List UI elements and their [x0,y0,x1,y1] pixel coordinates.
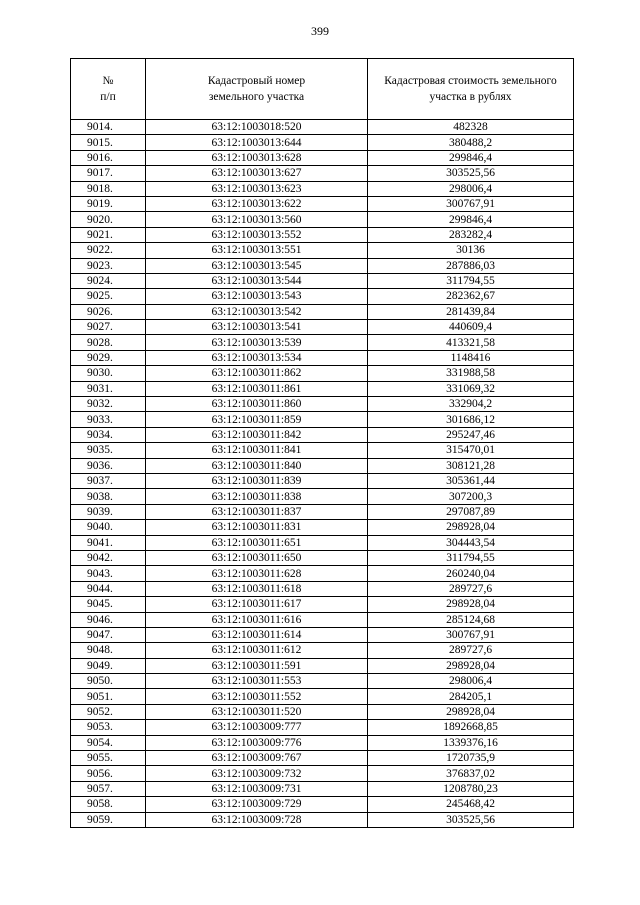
table-row [71,751,574,766]
table-row [71,120,574,135]
cadastral-number-cell: 63:12:1003009:729 [146,797,368,812]
table-row [71,427,574,442]
row-number-cell: 9022. [71,243,146,258]
table-row [71,443,574,458]
table-row [71,520,574,535]
cadastral-value-cell: 30136 [368,243,574,258]
cadastral-number-cell: 63:12:1003013:542 [146,304,368,319]
cadastral-number-cell: 63:12:1003013:534 [146,350,368,365]
table-row [71,812,574,827]
cadastral-number-cell: 63:12:1003013:627 [146,166,368,181]
header-row-number [71,59,146,120]
row-number-cell: 9050. [71,674,146,689]
row-number-cell: 9014. [71,120,146,135]
cadastral-number-cell: 63:12:1003011:651 [146,535,368,550]
table-row [71,335,574,350]
cadastral-value-cell: 289727,6 [368,581,574,596]
cadastral-value-cell: 285124,68 [368,612,574,627]
header-cadastral-value-line-1: Кадастровая стоимость земельного [384,75,557,87]
table-row [71,473,574,488]
row-number-cell: 9056. [71,766,146,781]
cadastral-number-cell: 63:12:1003013:644 [146,135,368,150]
cadastral-value-cell: 300767,91 [368,627,574,642]
table-row [71,258,574,273]
table-row [71,212,574,227]
cadastral-value-cell: 299846,4 [368,150,574,165]
row-number-cell: 9055. [71,751,146,766]
header-cadastral-value-line-2: участка в рублях [429,91,512,103]
table-row [71,150,574,165]
cadastral-number-cell: 63:12:1003011:841 [146,443,368,458]
cadastral-value-cell: 289727,6 [368,643,574,658]
row-number-cell: 9021. [71,227,146,242]
row-number-cell: 9051. [71,689,146,704]
cadastral-value-cell: 1720735,9 [368,751,574,766]
row-number-cell: 9030. [71,366,146,381]
table-row [71,704,574,719]
cadastral-number-cell: 63:12:1003013:622 [146,196,368,211]
table-row [71,535,574,550]
cadastral-value-cell: 298928,04 [368,704,574,719]
table-row [71,458,574,473]
cadastral-value-cell: 303525,56 [368,166,574,181]
cadastral-number-cell: 63:12:1003011:612 [146,643,368,658]
row-number-cell: 9028. [71,335,146,350]
cadastral-number-cell: 63:12:1003011:839 [146,473,368,488]
cadastral-number-cell: 63:12:1003011:859 [146,412,368,427]
row-number-cell: 9025. [71,289,146,304]
cadastral-value-cell: 297087,89 [368,504,574,519]
cadastral-value-cell: 311794,55 [368,550,574,565]
cadastral-number-cell: 63:12:1003011:650 [146,550,368,565]
cadastral-value-cell: 305361,44 [368,473,574,488]
cadastral-number-cell: 63:12:1003013:552 [146,227,368,242]
cadastral-value-cell: 304443,54 [368,535,574,550]
row-number-cell: 9040. [71,520,146,535]
row-number-cell: 9034. [71,427,146,442]
row-number-cell: 9016. [71,150,146,165]
table-row [71,720,574,735]
row-number-cell: 9048. [71,643,146,658]
header-cadastral-value [368,59,574,120]
row-number-cell: 9017. [71,166,146,181]
header-cadastral-number [146,59,368,120]
cadastral-value-cell: 295247,46 [368,427,574,442]
cadastral-value-cell: 245468,42 [368,797,574,812]
row-number-cell: 9020. [71,212,146,227]
row-number-cell: 9031. [71,381,146,396]
table-row [71,550,574,565]
cadastral-number-cell: 63:12:1003011:861 [146,381,368,396]
table-row [71,181,574,196]
cadastral-value-cell: 284205,1 [368,689,574,704]
cadastral-number-cell: 63:12:1003011:862 [146,366,368,381]
cadastral-number-cell: 63:12:1003011:840 [146,458,368,473]
cadastral-value-cell: 298928,04 [368,658,574,673]
table-row [71,658,574,673]
cadastral-number-cell: 63:12:1003009:731 [146,781,368,796]
table-row [71,612,574,627]
row-number-cell: 9026. [71,304,146,319]
cadastral-value-cell: 308121,28 [368,458,574,473]
row-number-cell: 9035. [71,443,146,458]
row-number-cell: 9049. [71,658,146,673]
row-number-cell: 9039. [71,504,146,519]
cadastral-number-cell: 63:12:1003011:838 [146,489,368,504]
header-cadastral-number-line-1: Кадастровый номер [207,75,306,87]
row-number-cell: 9024. [71,273,146,288]
table-row [71,766,574,781]
table-row [71,581,574,596]
table-row [71,489,574,504]
cadastral-value-cell: 440609,4 [368,320,574,335]
row-number-cell: 9045. [71,597,146,612]
table-row [71,166,574,181]
cadastral-value-cell: 299846,4 [368,212,574,227]
row-number-cell: 9052. [71,704,146,719]
cadastral-number-cell: 63:12:1003009:777 [146,720,368,735]
table-row [71,243,574,258]
cadastral-value-cell: 376837,02 [368,766,574,781]
row-number-cell: 9033. [71,412,146,427]
cadastral-number-cell: 63:12:1003011:552 [146,689,368,704]
row-number-cell: 9043. [71,566,146,581]
table-row [71,397,574,412]
table-row [71,504,574,519]
cadastral-number-cell: 63:12:1003009:732 [146,766,368,781]
cadastral-value-cell: 331069,32 [368,381,574,396]
header-row-number-line-1: № [102,75,114,87]
row-number-cell: 9047. [71,627,146,642]
row-number-cell: 9041. [71,535,146,550]
cadastral-value-cell: 332904,2 [368,397,574,412]
cadastral-value-cell: 331988,58 [368,366,574,381]
row-number-cell: 9037. [71,473,146,488]
row-number-cell: 9027. [71,320,146,335]
cadastral-value-cell: 413321,58 [368,335,574,350]
cadastral-number-cell: 63:12:1003009:776 [146,735,368,750]
cadastral-number-cell: 63:12:1003013:543 [146,289,368,304]
row-number-cell: 9032. [71,397,146,412]
row-number-cell: 9019. [71,196,146,211]
table-body [71,120,574,828]
cadastral-value-cell: 315470,01 [368,443,574,458]
table-row [71,797,574,812]
cadastral-number-cell: 63:12:1003013:560 [146,212,368,227]
cadastral-value-cell: 298006,4 [368,181,574,196]
row-number-cell: 9038. [71,489,146,504]
table-row [71,320,574,335]
table-row [71,627,574,642]
cadastral-value-cell: 298928,04 [368,520,574,535]
cadastral-number-cell: 63:12:1003011:618 [146,581,368,596]
cadastral-number-cell: 63:12:1003011:553 [146,674,368,689]
cadastral-number-cell: 63:12:1003011:614 [146,627,368,642]
cadastral-value-cell: 298928,04 [368,597,574,612]
cadastral-number-cell: 63:12:1003011:831 [146,520,368,535]
row-number-cell: 9044. [71,581,146,596]
table-row [71,735,574,750]
cadastral-number-cell: 63:12:1003011:617 [146,597,368,612]
table-row [71,566,574,581]
row-number-cell: 9018. [71,181,146,196]
cadastral-number-cell: 63:12:1003009:767 [146,751,368,766]
table-row [71,289,574,304]
cadastral-value-cell: 1339376,16 [368,735,574,750]
cadastral-value-cell: 1892668,85 [368,720,574,735]
cadastral-value-table [70,58,574,828]
cadastral-value-cell: 287886,03 [368,258,574,273]
cadastral-value-cell: 380488,2 [368,135,574,150]
cadastral-value-cell: 1208780,23 [368,781,574,796]
cadastral-number-cell: 63:12:1003013:628 [146,150,368,165]
table-row [71,597,574,612]
cadastral-number-cell: 63:12:1003009:728 [146,812,368,827]
cadastral-value-cell: 307200,3 [368,489,574,504]
cadastral-number-cell: 63:12:1003013:623 [146,181,368,196]
cadastral-value-cell: 311794,55 [368,273,574,288]
table-row [71,674,574,689]
table-row [71,781,574,796]
row-number-cell: 9058. [71,797,146,812]
table-row [71,689,574,704]
header-cadastral-number-line-2: земельного участка [208,91,305,103]
page-number: 399 [311,24,329,38]
cadastral-value-cell: 301686,12 [368,412,574,427]
cadastral-number-cell: 63:12:1003013:541 [146,320,368,335]
cadastral-number-cell: 63:12:1003018:520 [146,120,368,135]
cadastral-value-cell: 283282,4 [368,227,574,242]
cadastral-number-cell: 63:12:1003011:837 [146,504,368,519]
cadastral-value-cell: 282362,67 [368,289,574,304]
table-row [71,227,574,242]
cadastral-value-cell: 303525,56 [368,812,574,827]
cadastral-number-cell: 63:12:1003013:551 [146,243,368,258]
cadastral-number-cell: 63:12:1003013:544 [146,273,368,288]
cadastral-value-cell: 260240,04 [368,566,574,581]
table-header-row [71,59,574,120]
row-number-cell: 9023. [71,258,146,273]
cadastral-number-cell: 63:12:1003011:842 [146,427,368,442]
cadastral-number-cell: 63:12:1003011:860 [146,397,368,412]
row-number-cell: 9036. [71,458,146,473]
table-row [71,643,574,658]
cadastral-number-cell: 63:12:1003013:545 [146,258,368,273]
table-row [71,412,574,427]
table-row [71,135,574,150]
row-number-cell: 9046. [71,612,146,627]
cadastral-number-cell: 63:12:1003013:539 [146,335,368,350]
cadastral-value-cell: 300767,91 [368,196,574,211]
cadastral-value-cell: 482328 [368,120,574,135]
cadastral-value-cell: 281439,84 [368,304,574,319]
cadastral-value-cell: 1148416 [368,350,574,365]
table-row [71,304,574,319]
cadastral-value-cell: 298006,4 [368,674,574,689]
table-row [71,350,574,365]
row-number-cell: 9053. [71,720,146,735]
row-number-cell: 9057. [71,781,146,796]
header-row-number-line-2: п/п [100,91,116,103]
cadastral-number-cell: 63:12:1003011:520 [146,704,368,719]
table-row [71,381,574,396]
row-number-cell: 9059. [71,812,146,827]
cadastral-number-cell: 63:12:1003011:616 [146,612,368,627]
row-number-cell: 9015. [71,135,146,150]
table-row [71,196,574,211]
row-number-cell: 9054. [71,735,146,750]
table-row [71,273,574,288]
table-row [71,366,574,381]
row-number-cell: 9042. [71,550,146,565]
row-number-cell: 9029. [71,350,146,365]
cadastral-number-cell: 63:12:1003011:628 [146,566,368,581]
cadastral-number-cell: 63:12:1003011:591 [146,658,368,673]
